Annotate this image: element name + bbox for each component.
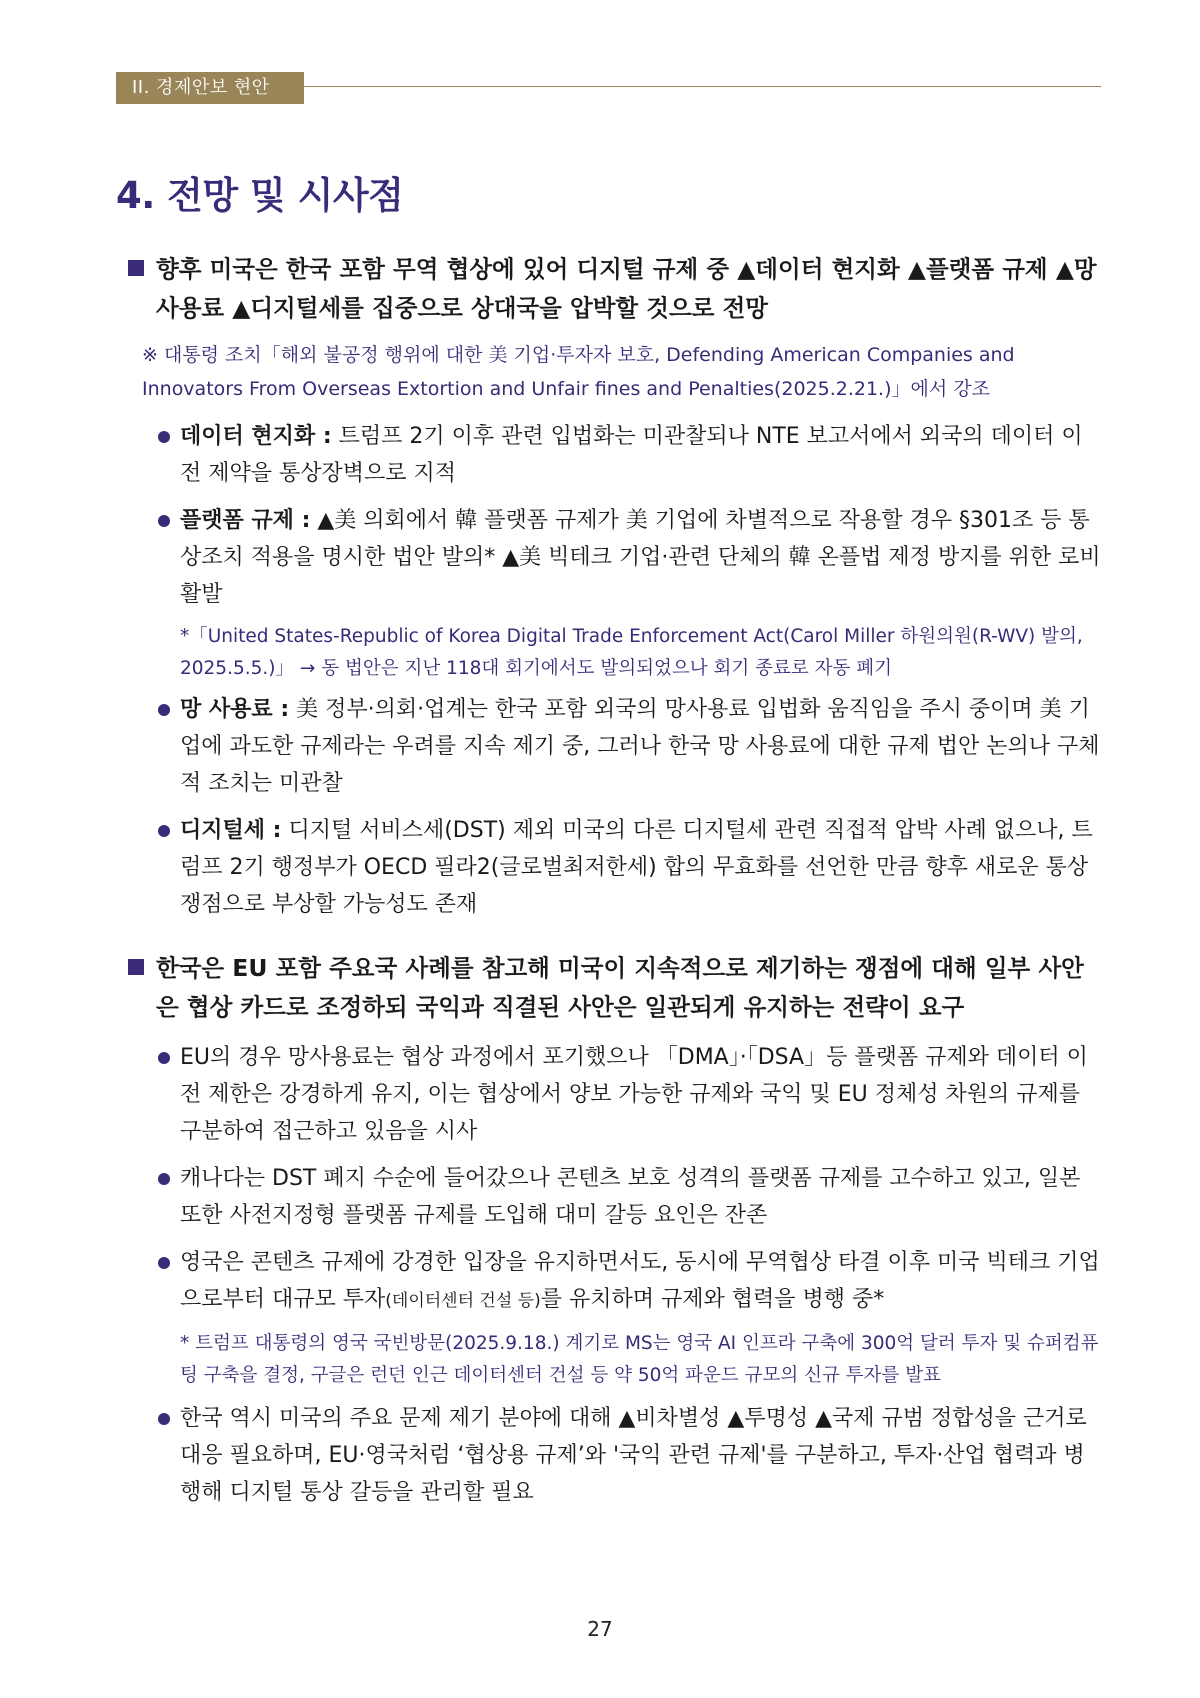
bullet-korea	[128, 1400, 1101, 1511]
bullet-text: ▲美 의회에서 韓 플랫폼 규제가 美 기업에 차별적으로 작용할 경우 §301조 등 통상조치 적용을 명시한 법안 발의* ▲美 빅테크 기업·관련 단체의 韓 온플법 제정 방지를 위한 로비 활발	[180, 508, 1101, 607]
page-number: 27	[587, 1617, 613, 1641]
uk-footnote: * 트럼프 대통령의 영국 국빈방문(2025.9.18.) 계기로 MS는 영국 AI 인프라 구축에 300억 달러 투자 및 슈퍼컴퓨팅 구축을 결정, 구글은 런던 인근 데이터센터 건설 등 약 50억 파운드 규모의 신규 투자를 발표	[180, 1333, 1099, 1386]
bullet-text: 영국은 콘텐츠 규제에 강경한 입장을 유지하면서도, 동시에 무역협상 타결 이후 미국 빅테크 기업으로부터 대규모 투자	[180, 1250, 1100, 1312]
bullet-text: 美 정부·의회·업계는 한국 포함 외국의 망사용료 입법화 움직임을 주시 중이며 美 기업에 과도한 규제라는 우려를 지속 제기 중, 그러나 한국 망 사용료에 대한 규제 법안 논의나 구체적 조치는 미관찰	[180, 697, 1100, 796]
bullet-digital-tax	[128, 812, 1101, 923]
section-header	[116, 72, 1101, 104]
bullet-dot-icon	[158, 1413, 170, 1425]
bullet-small-text: (데이터센터 건설 등)	[385, 1291, 541, 1311]
main-content	[128, 250, 1101, 1511]
bullet-network-fee	[128, 691, 1101, 802]
bullet-text: 캐나다는 DST 폐지 수순에 들어갔으나 콘텐츠 보호 성격의 플랫폼 규제를 고수하고 있고, 일본 또한 사전지정형 플랫폼 규제를 도입해 대미 갈등 요인은 잔존	[180, 1166, 1081, 1228]
bullet-uk	[128, 1244, 1101, 1320]
bullet-dot-icon	[158, 1173, 170, 1185]
lead-1-note: ※ 대통령 조치「해외 불공정 행위에 대한 美 기업·투자자 보호, Defending American Companies and Innovators From Overseas Extortion and Unfair fines and Penalties(2025.2.21.)」에서 강조	[142, 344, 1015, 400]
bullet-dot-icon	[158, 1257, 170, 1269]
bullet-dot-icon	[158, 825, 170, 837]
lead-paragraph-1	[128, 250, 1101, 328]
page-title: 4. 전망 및 시사점	[116, 174, 404, 217]
lead-2-text: 한국은 EU 포함 주요국 사례를 참고해 미국이 지속적으로 제기하는 쟁점에 대해 일부 사안은 협상 카드로 조정하되 국익과 직결된 사안은 일관되게 유지하는 전략이 요구	[156, 954, 1084, 1021]
platform-footnote: *「United States-Republic of Korea Digital Trade Enforcement Act(Carol Miller 하원의원(R-WV) 발의, 2025.5.5.)」 → 동 법안은 지난 118대 회기에서도 발의되었으나 회기 종료로 자동 폐기	[180, 626, 1083, 679]
bullet-text: 트럼프 2기 이후 관련 입법화는 미관찰되나 NTE 보고서에서 외국의 데이터 이전 제약을 통상장벽으로 지적	[180, 424, 1083, 486]
bullet-text: EU의 경우 망사용료는 협상 과정에서 포기했으나 「DMA」·「DSA」등 플랫폼 규제와 데이터 이전 제한은 강경하게 유지, 이는 협상에서 양보 가능한 규제와 국익 및 EU 정체성 차원의 규제를 구분하여 접근하고 있음을 시사	[180, 1045, 1088, 1144]
bullet-text: 디지털 서비스세(DST) 제외 미국의 다른 디지털세 관련 직접적 압박 사례 없으나, 트럼프 2기 행정부가 OECD 필라2(글로벌최저한세) 합의 무효화를 선언한 만큼 향후 새로운 통상 쟁점으로 부상할 가능성도 존재	[180, 818, 1093, 917]
bullet-text: 한국 역시 미국의 주요 문제 제기 분야에 대해 ▲비차별성 ▲투명성 ▲국제 규범 정합성을 근거로 대응 필요하며, EU·영국처럼 ‘협상용 규제’와 '국익 관련 규제'를 구분하고, 투자·산업 협력과 병행해 디지털 통상 갈등을 관리할 필요	[180, 1406, 1087, 1505]
header-divider	[304, 86, 1101, 87]
bullet-data-localization	[128, 418, 1101, 492]
bullet-label: 망 사용료 :	[180, 697, 290, 722]
lead-paragraph-2	[128, 949, 1101, 1027]
bullet-label: 데이터 현지화 :	[180, 424, 332, 449]
lead-1-text: 향후 미국은 한국 포함 무역 협상에 있어 디지털 규제 중 ▲데이터 현지화 ▲플랫폼 규제 ▲망 사용료 ▲디지털세를 집중으로 상대국을 압박할 것으로 전망	[156, 255, 1097, 322]
bullet-dot-icon	[158, 431, 170, 443]
bullet-label: 디지털세 :	[180, 818, 282, 843]
bullet-dot-icon	[158, 515, 170, 527]
bullet-canada-japan	[128, 1160, 1101, 1234]
bullet-platform-regulation	[128, 502, 1101, 613]
square-bullet-icon	[128, 959, 144, 975]
bullet-dot-icon	[158, 704, 170, 716]
bullet-eu	[128, 1039, 1101, 1150]
section-header-label: II. 경제안보 현안	[116, 72, 304, 104]
bullet-label: 플랫폼 규제 :	[180, 508, 311, 533]
square-bullet-icon	[128, 260, 144, 276]
bullet-dot-icon	[158, 1052, 170, 1064]
bullet-text-after: 를 유치하며 규제와 협력을 병행 중*	[540, 1287, 885, 1312]
